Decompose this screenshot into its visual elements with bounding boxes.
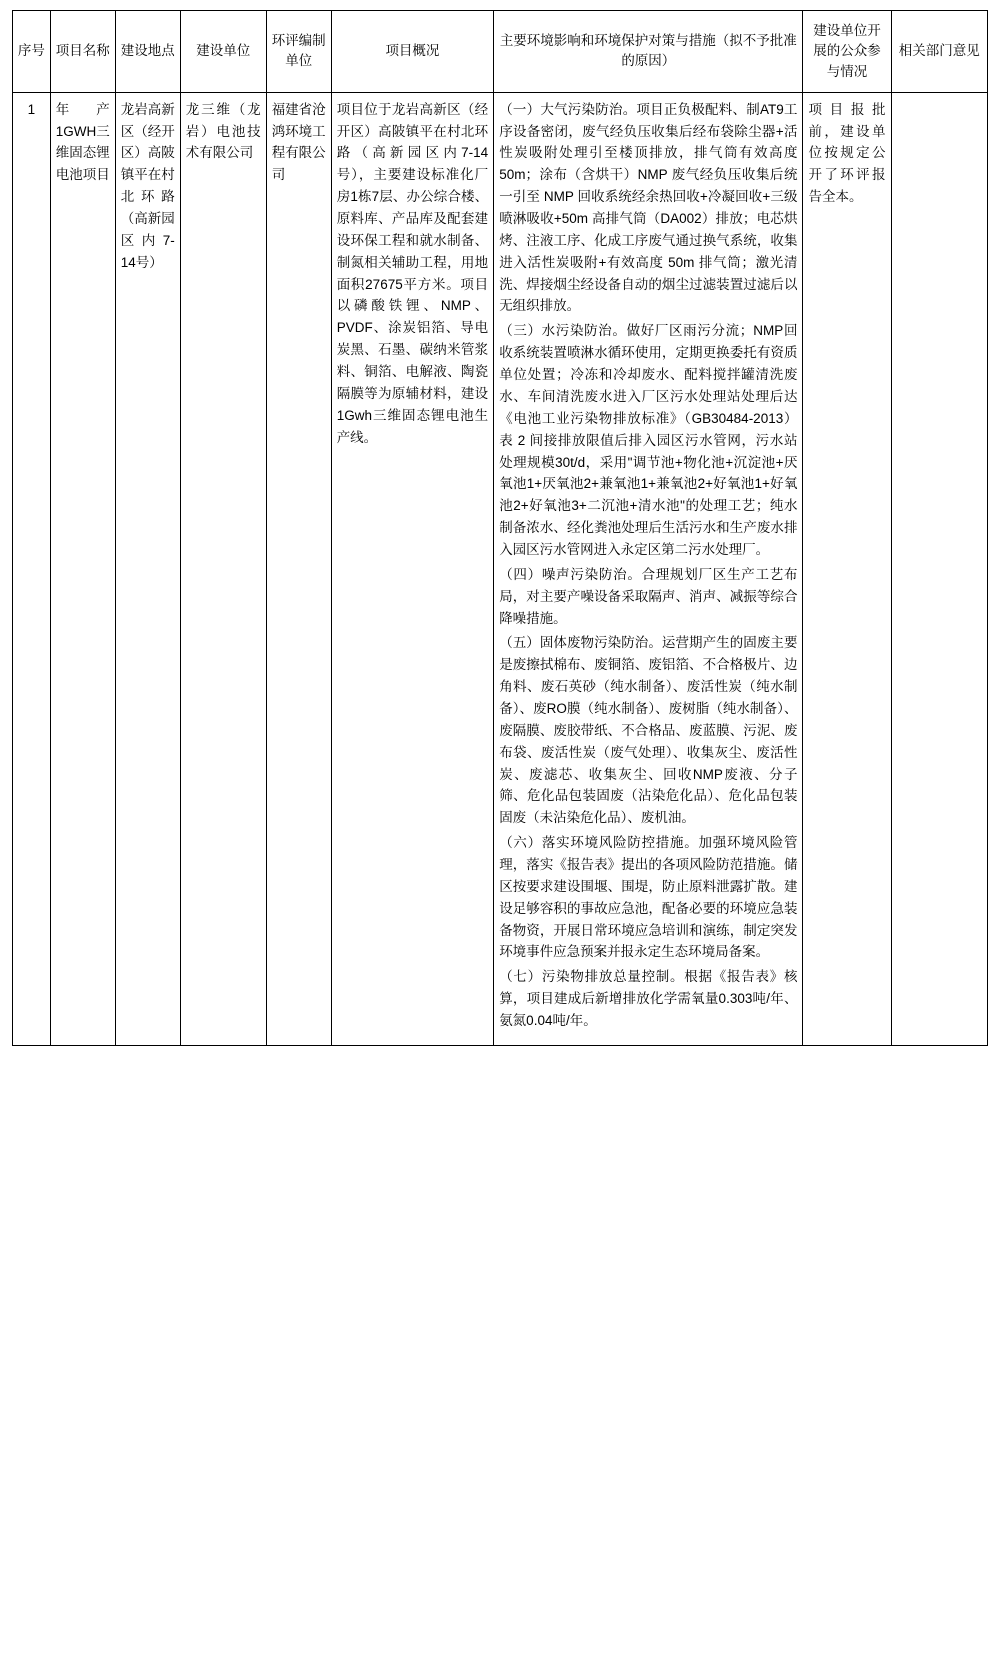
header-project-name: 项目名称 bbox=[50, 11, 115, 93]
header-construction-unit: 建设单位 bbox=[180, 11, 266, 93]
measure-item: （四）噪声污染防治。合理规划厂区生产工艺布局，对主要产噪设备采取隔声、消声、减振等综合降噪措施。 bbox=[499, 566, 798, 626]
cell-index: 1 bbox=[13, 92, 51, 1045]
measure-item: （一）大气污染防治。项目正负极配料、制AT9工序设备密闭，废气经负压收集后经布袋除尘器+活性炭吸附处理引至楼顶排放，排气筒有效高度 50m；涂布（含烘干）NMP 废气经负压收集后统一引至 NMP 回收系统经余热回收+冷凝回收+三级喷淋吸收+50m 高排气筒（DA002）排放；电芯烘烤、注液工序、化成工序废气通过换气系统，收集进入活性炭吸附+有效高度 50m 排气筒；激光清洗、焊接烟尘经设备自动的烟尘过滤装置过滤后以无组织排放。 bbox=[499, 101, 798, 314]
table-header-row bbox=[13, 11, 988, 93]
cell-measures bbox=[494, 92, 803, 1045]
cell-project-name: 年产1GWH三维固态锂电池项目 bbox=[50, 92, 115, 1045]
header-overview: 项目概况 bbox=[331, 11, 494, 93]
cell-department-opinion bbox=[891, 92, 987, 1045]
cell-public-participation bbox=[803, 92, 891, 1045]
measure-item: （五）固体废物污染防治。运营期产生的固废主要是废擦拭棉布、废铜箔、废铝箔、不合格极片、边角料、废石英砂（纯水制备）、废活性炭（纯水制备）、废RO膜（纯水制备）、废树脂（纯水制备）、废隔膜、废胶带纸、不合格品、废蓝膜、污泥、废布袋、废活性炭（废气处理）、收集灰尘、废活性炭、废滤芯、收集灰尘、回收NMP废液、分子筛、危化品包装固废（沾染危化品）、危化品包装固废（未沾染危化品）、废机油。 bbox=[499, 635, 798, 826]
header-public-participation: 建设单位开展的公众参与情况 bbox=[803, 11, 891, 93]
measure-item: （三）水污染防治。做好厂区雨污分流；NMP回收系统装置喷淋水循环使用，定期更换委托有资质单位处置；冷冻和冷却废水、配料搅拌罐清洗废水、车间清洗废水进入厂区污水处理站处理后达《电池工业污染物排放标准》（GB30484-2013）表 2 间接排放限值后排入园区污水管网，污水站处理规模30t/d，采用"调节池+物化池+沉淀池+厌氧池1+厌氧池2+兼氧池1+兼氧池2+好氧池1+好氧池2+好氧池3+二沉池+清水池"的处理工艺；纯水制备浓水、经化粪池处理后生活污水和生产废水排入园区污水管网进入永定区第二污水处理厂。 bbox=[499, 323, 798, 557]
header-measures: 主要环境影响和环境保护对策与措施（拟不予批准的原因） bbox=[494, 11, 803, 93]
cell-eia-unit: 福建省沧鸿环境工程有限公司 bbox=[266, 92, 331, 1045]
header-index: 序号 bbox=[13, 11, 51, 93]
cell-construction-unit: 龙三维（龙岩）电池技术有限公司 bbox=[180, 92, 266, 1045]
overview-text: 项目位于龙岩高新区（经开区）高陂镇平在村北环路（高新园区内7-14号），主要建设标准化厂房1栋7层、办公综合楼、原料库、产品库及配套建设环保工程和就水制备、制氮相关辅助工程，用地面积27675平方米。项目以磷酸铁锂、NMP、PVDF、涂炭铝箔、导电炭黑、石墨、碳纳米管浆料、铜箔、电解液、陶瓷隔膜等为原辅材料，建设 1Gwh三维固态锂电池生产线。 bbox=[336, 101, 489, 445]
header-eia-unit: 环评编制单位 bbox=[266, 11, 331, 93]
project-approval-table bbox=[12, 10, 988, 1046]
header-location: 建设地点 bbox=[115, 11, 180, 93]
cell-overview bbox=[331, 92, 494, 1045]
cell-location: 龙岩高新区（经开区）高陂镇平在村北环路（高新园区内7-14号） bbox=[115, 92, 180, 1045]
table-row bbox=[13, 92, 988, 1045]
measures-list bbox=[499, 99, 797, 1032]
public-participation-text: 项目报批前，建设单位按规定公开了环评报告全本。 bbox=[808, 101, 886, 205]
measure-item: （六）落实环境风险防控措施。加强环境风险管理，落实《报告表》提出的各项风险防范措施。储区按要求建设围堰、围堤，防止原料泄露扩散。建设足够容积的事故应急池，配备必要的环境应急装备物资，开展日常环境应急培训和演练，制定突发环境事件应急预案并报永定生态环境局备案。 bbox=[499, 835, 798, 960]
measure-item: （七）污染物排放总量控制。根据《报告表》核算，项目建成后新增排放化学需氧量0.303吨/年、氨氮0.04吨/年。 bbox=[499, 969, 798, 1028]
header-department-opinion: 相关部门意见 bbox=[891, 11, 987, 93]
